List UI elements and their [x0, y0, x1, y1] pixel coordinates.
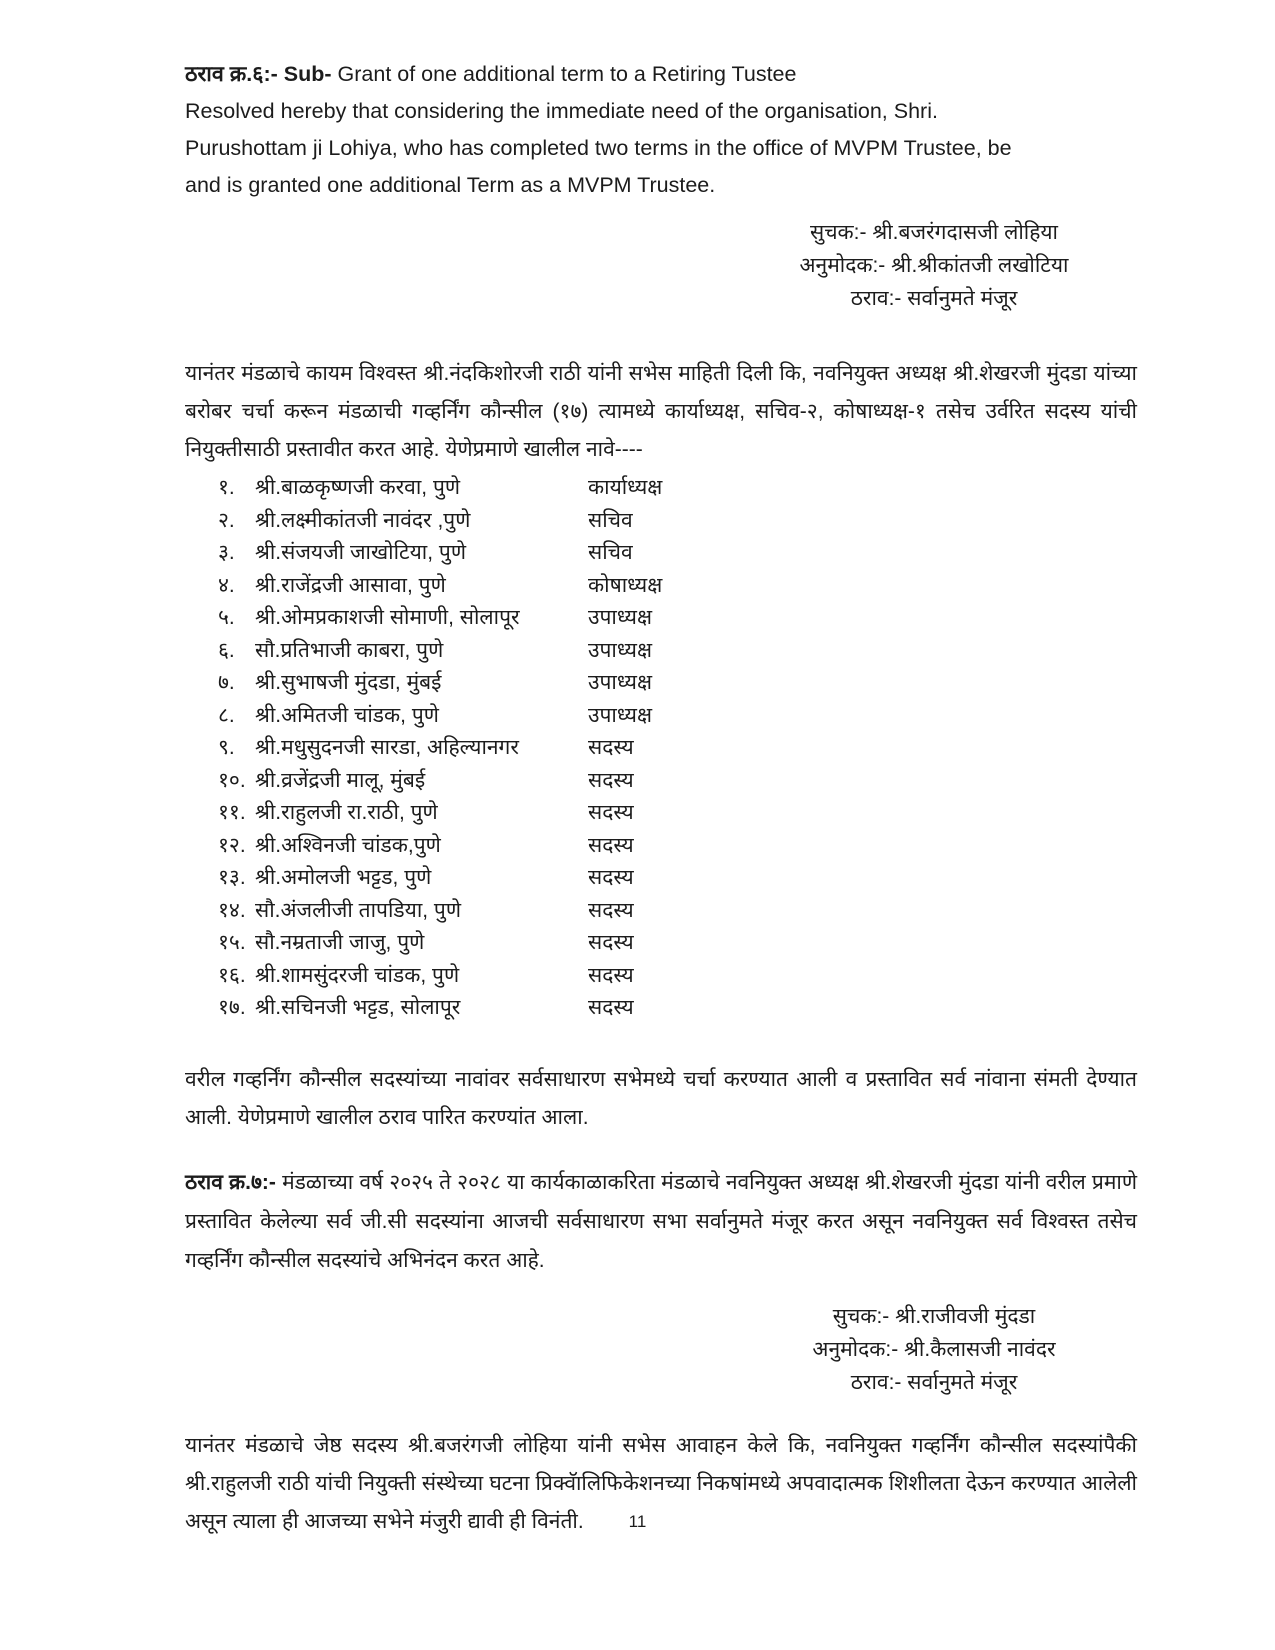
member-role: सदस्य — [588, 898, 634, 922]
resolution-7-signature-block — [769, 1300, 1099, 1399]
seconder-line: अनुमोदक:- श्री.कैलासजी नावंदर — [812, 1337, 1056, 1361]
member-role: सदस्य — [588, 996, 634, 1019]
member-number: १७. — [218, 996, 246, 1019]
member-number: ६. — [218, 638, 235, 662]
member-row — [218, 700, 1137, 733]
member-name: श्री.राजेंद्रजी आसावा, पुणे — [255, 573, 446, 597]
member-role: सचिव — [588, 541, 633, 564]
member-role: सदस्य — [588, 931, 634, 954]
member-name: श्री.संजयजी जाखोटिया, पुणे — [255, 541, 467, 564]
resolution-6-heading — [185, 55, 1137, 93]
member-name: श्री.अमोलजी भट्टड, पुणे — [255, 866, 432, 889]
resolution-6-signature-block — [769, 216, 1099, 315]
proposer-line: सुचक:- श्री.राजीवजी मुंदडा — [832, 1304, 1036, 1328]
member-name: श्री.राहुलजी रा.राठी, पुणे — [255, 801, 438, 824]
member-number: १२. — [218, 833, 246, 857]
member-row — [218, 505, 1137, 538]
member-role: उपाध्यक्ष — [588, 703, 653, 727]
member-row — [218, 862, 1137, 895]
member-row — [218, 472, 1137, 505]
resolution-7-number-label: ठराव क्र.७:- — [185, 1170, 276, 1194]
page-number: 11 — [628, 1512, 647, 1531]
member-row — [218, 765, 1137, 798]
member-row — [218, 927, 1137, 960]
member-name: श्री.व्रजेंद्रजी मालू, मुंबई — [255, 768, 426, 792]
member-role: सदस्य — [588, 768, 634, 792]
member-number: १. — [218, 476, 235, 499]
member-row — [218, 797, 1137, 830]
member-list — [218, 472, 1137, 1025]
member-number: ७. — [218, 671, 235, 694]
member-number: ४. — [218, 573, 235, 597]
seconder-line: अनुमोदक:- श्री.श्रीकांतजी लखोटिया — [799, 254, 1069, 277]
member-name: श्री.सुभाषजी मुंदडा, मुंबई — [255, 671, 442, 694]
resolution-status-line: ठराव:- सर्वानुमते मंजूर — [850, 1370, 1018, 1394]
member-name: श्री.शामसुंदरजी चांडक, पुणे — [255, 963, 460, 987]
member-name: श्री.बाळकृष्णजी करवा, पुणे — [255, 476, 461, 499]
member-name: श्री.मधुसुदनजी सारडा, अहिल्यानगर — [255, 736, 519, 759]
member-role: सदस्य — [588, 736, 634, 759]
member-number: १४. — [218, 898, 246, 922]
member-role: उपाध्यक्ष — [588, 606, 653, 629]
member-role: सदस्य — [588, 833, 634, 857]
resolution-7-paragraph — [185, 1163, 1137, 1280]
member-row — [218, 570, 1137, 603]
member-number: ३. — [218, 541, 235, 564]
member-row — [218, 635, 1137, 668]
member-row — [218, 537, 1137, 570]
resolution-6-body — [185, 93, 1137, 204]
member-number: १०. — [218, 768, 246, 792]
member-role: कोषाध्यक्ष — [588, 573, 663, 597]
member-row — [218, 667, 1137, 700]
resolution-6-body-line: Purushottam ji Lohiya, who has completed two terms in the office of MVPM Trustee, be — [185, 136, 1012, 160]
closing-paragraph: यानंतर मंडळाचे जेष्ठ सदस्य श्री.बजरंगजी लोहिया यांनी सभेस आवाहन केले कि, नवनियुक्त गव्हर्निंग कौन्सील सदस्यांपैकी श्री.राहुलजी राठी यांची नियुक्ती संस्थेच्या घटना प्रिक्वॅालिफिकेशनच्या निकषांमध्ये अपवादात्मक शिशीलता देऊन करण्यात आलेली असून त्याला ही आजच्या सभेने मंजुरी द्यावी ही विनंती. — [185, 1433, 1137, 1533]
resolution-status-line: ठराव:- सर्वानुमते मंजूर — [850, 287, 1018, 310]
member-name: श्री.सचिनजी भट्टड, सोलापूर — [255, 996, 461, 1019]
member-role: सदस्य — [588, 866, 634, 889]
member-role: कार्याध्यक्ष — [588, 476, 663, 499]
proposer-line: सुचक:- श्री.बजरंगदासजी लोहिया — [810, 221, 1058, 244]
member-name: श्री.अश्विनजी चांडक,पुणे — [255, 833, 441, 857]
member-row — [218, 895, 1137, 928]
member-role: सचिव — [588, 508, 633, 532]
member-number: ८. — [218, 703, 235, 727]
document-content — [185, 55, 1137, 1541]
member-role: सदस्य — [588, 801, 634, 824]
member-name: श्री.ओमप्रकाशजी सोमाणी, सोलापूर — [255, 606, 520, 629]
member-number: १५. — [218, 931, 246, 954]
member-name: सौ.प्रतिभाजी काबरा, पुणे — [255, 638, 444, 662]
member-row — [218, 992, 1137, 1025]
member-row — [218, 602, 1137, 635]
member-name: सौ.नम्रताजी जाजु, पुणे — [255, 931, 425, 954]
member-number: १३. — [218, 866, 246, 889]
member-role: उपाध्यक्ष — [588, 638, 653, 662]
member-number: ५. — [218, 606, 235, 629]
member-number: २. — [218, 508, 235, 532]
member-number: ९. — [218, 736, 235, 759]
member-role: सदस्य — [588, 963, 634, 987]
member-number: ११. — [218, 801, 246, 824]
council-intro-paragraph: यानंतर मंडळाचे कायम विश्वस्त श्री.नंदकिशोरजी राठी यांनी सभेस माहिती दिली कि, नवनियुक्त अध्यक्ष श्री.शेखरजी मुंदडा यांच्या बरोबर चर्चा करून मंडळाची गव्हर्निंग कौन्सील (१७) त्यामध्ये कार्याध्यक्ष, सचिव-२, कोषाध्यक्ष-१ तसेच उर्वरित सदस्य यांची नियुक्तीसाठी प्रस्तावीत करत आहे. येणेप्रमाणे खालील नावे---- — [185, 362, 1137, 461]
member-role: उपाध्यक्ष — [588, 671, 653, 694]
resolution-6-sub-label: Sub- — [283, 62, 332, 86]
member-name: श्री.लक्ष्मीकांतजी नावंदर ,पुणे — [255, 508, 471, 532]
member-row — [218, 960, 1137, 993]
member-row — [218, 830, 1137, 863]
member-row — [218, 732, 1137, 765]
resolution-7-body: मंडळाच्या वर्ष २०२५ ते २०२८ या कार्यकाळाकरिता मंडळाचे नवनियुक्त अध्यक्ष श्री.शेखरजी मुंदडा यांनी वरील प्रमाणे प्रस्तावित केलेल्या सर्व जी.सी सदस्यांना आजची सर्वसाधारण सभा सर्वानुमते मंजूर करत असून नवनियुक्त सर्व विश्वस्त तसेच गव्हर्निंग कौन्सील सदस्यांचे अभिनंदन करत आहे. — [185, 1170, 1138, 1272]
resolution-6-number-label: ठराव क्र.६:- — [185, 62, 278, 86]
approval-paragraph: वरील गव्हर्निंग कौन्सील सदस्यांच्या नावांवर सर्वसाधारण सभेमध्ये चर्चा करण्यात आली व प्रस्तावित सर्व नांवाना संमती देण्यात आली. येणेप्रमाणे खालील ठराव पारित करण्यांत आला. — [185, 1067, 1137, 1129]
member-name: सौ.अंजलीजी तापडिया, पुणे — [255, 898, 462, 922]
member-name: श्री.अमितजी चांडक, पुणे — [255, 703, 439, 727]
resolution-6-title: Grant of one additional term to a Retiring Tustee — [337, 62, 797, 86]
resolution-6-body-line: Resolved hereby that considering the immediate need of the organisation, Shri. — [185, 99, 938, 123]
member-number: १६. — [218, 963, 246, 987]
resolution-6-body-line: and is granted one additional Term as a MVPM Trustee. — [185, 173, 716, 197]
